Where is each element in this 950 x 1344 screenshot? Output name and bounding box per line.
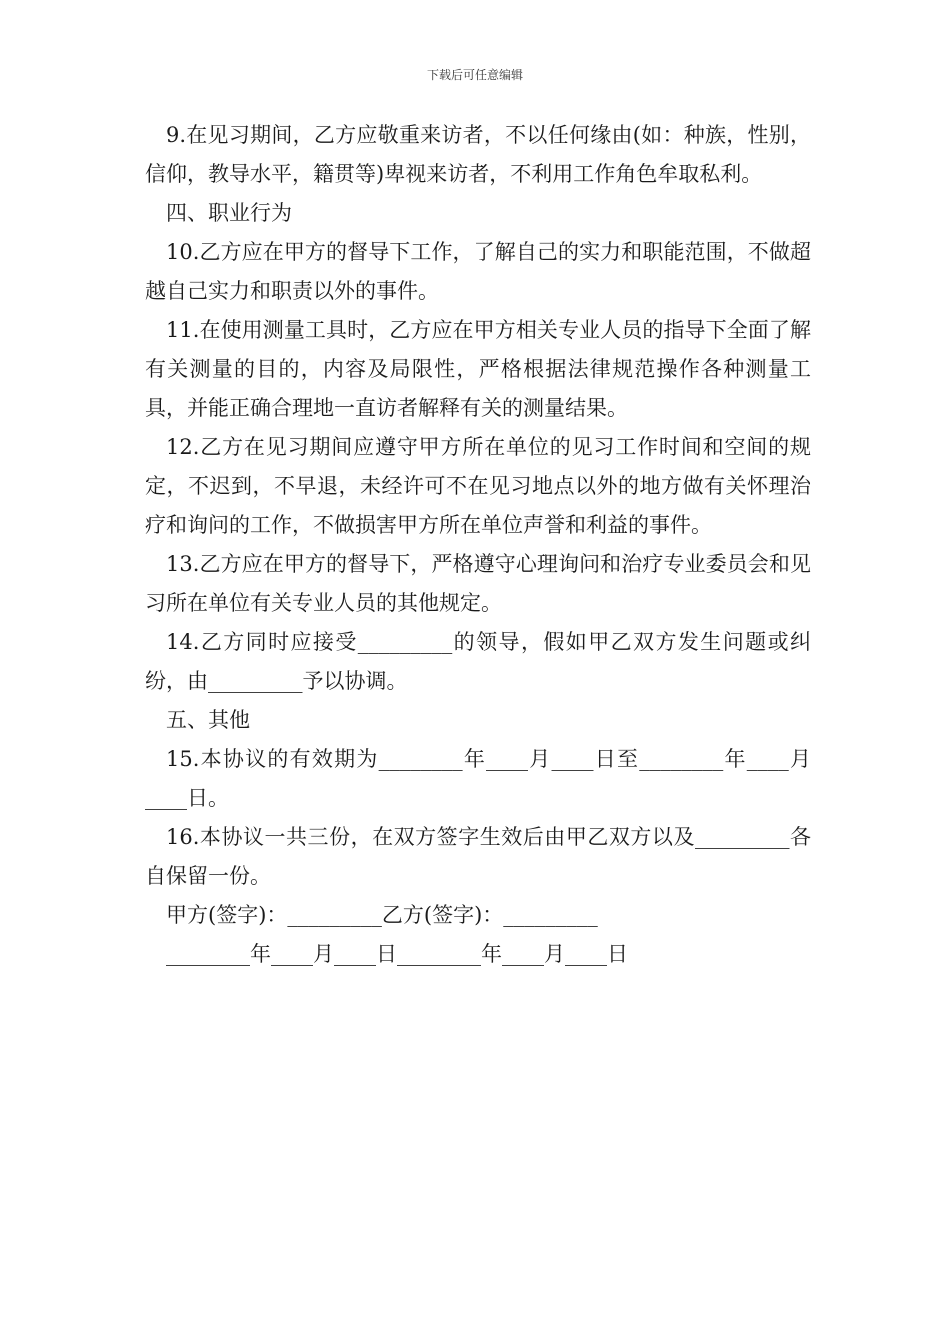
date-line: ________年____月____日________年____月____日 xyxy=(166,942,628,966)
clause-10: 10.乙方应在甲方的督导下工作，了解自己的实力和职能范围，不做超越自己实力和职责以外的事件。 xyxy=(145,240,811,303)
signature-line: 甲方(签字)：_________乙方(签字)：_________ xyxy=(166,903,598,927)
section-heading-5: 五、其他 xyxy=(166,708,250,732)
clause-9: 9.在见习期间，乙方应敬重来访者，不以任何缘由(如：种族，性别，信仰，教导水平，籍贯等)卑视来访者，不利用工作角色牟取私利。 xyxy=(145,123,811,186)
clause-14: 14.乙方同时应接受_________的领导，假如甲乙双方发生问题或纠纷，由_________予以协调。 xyxy=(145,630,811,693)
page-header: 下载后可任意编辑 xyxy=(426,68,523,82)
clause-13: 13.乙方应在甲方的督导下，严格遵守心理询问和治疗专业委员会和见习所在单位有关专业人员的其他规定。 xyxy=(145,552,811,615)
clause-16: 16.本协议一共三份，在双方签字生效后由甲乙双方以及_________各自保留一份。 xyxy=(145,825,811,888)
clause-12: 12.乙方在见习期间应遵守甲方所在单位的见习工作时间和空间的规定，不迟到，不早退，未经许可不在见习地点以外的地方做有关怀理治疗和询问的工作，不做损害甲方所在单位声誉和利益的事件。 xyxy=(145,435,811,537)
clause-15: 15.本协议的有效期为________年____月____日至________年____月____日。 xyxy=(145,747,811,810)
clause-11: 11.在使用测量工具时，乙方应在甲方相关专业人员的指导下全面了解有关测量的目的，内容及局限性，严格根据法律规范操作各种测量工具，并能正确合理地一直访者解释有关的测量结果。 xyxy=(145,318,811,420)
section-heading-4: 四、职业行为 xyxy=(166,201,292,225)
document-body xyxy=(145,116,811,974)
